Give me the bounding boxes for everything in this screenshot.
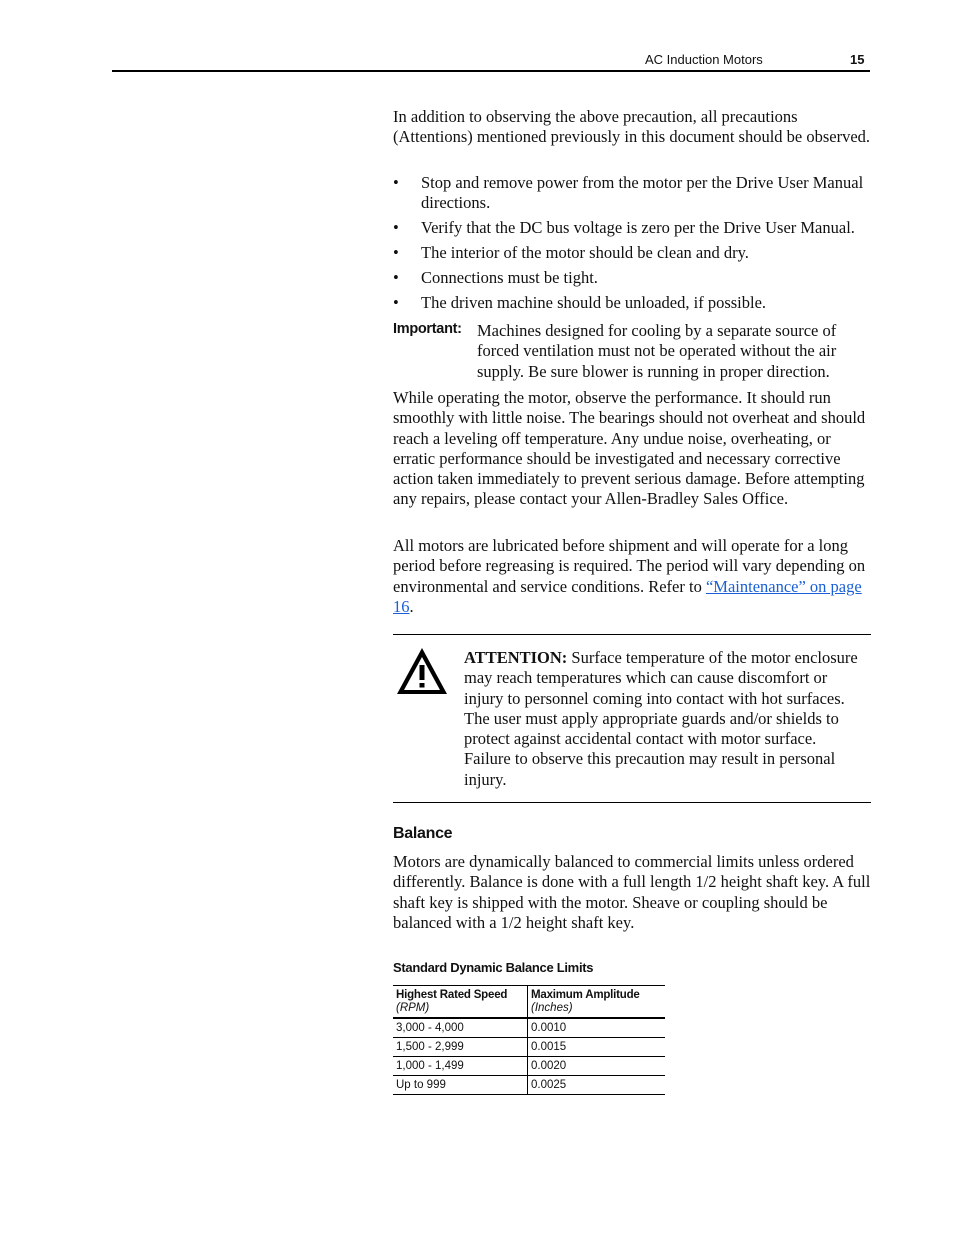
amplitude-cell: 0.0010 [531, 1022, 567, 1034]
table-row [393, 1038, 665, 1057]
table-title: Standard Dynamic Balance Limits [393, 960, 594, 975]
list-item [393, 218, 871, 238]
precaution-list [393, 173, 871, 318]
balance-heading: Balance [393, 825, 453, 842]
warning-triangle-icon [395, 646, 449, 696]
bullet-icon: • [393, 173, 399, 192]
list-item-text: Stop and remove power from the motor per the Drive User Manual directions. [421, 173, 864, 213]
balance-paragraph: Motors are dynamically balanced to commercial limits unless ordered differently. Balance is done with a full length 1/2 height shaft key. A full shaft key is shipped with the motor. Sheave or coupling should be balanced with a 1/2 height shaft key. [393, 852, 871, 932]
list-item [393, 268, 871, 288]
list-item [393, 173, 871, 214]
speed-cell: Up to 999 [393, 1076, 528, 1095]
header-speed-unit: (RPM) [396, 1002, 430, 1014]
bullet-icon: • [393, 243, 399, 263]
bullet-icon: • [393, 218, 399, 238]
attention-label: ATTENTION: [464, 648, 568, 667]
lubrication-text-end: . [409, 596, 414, 616]
operating-paragraph: While operating the motor, observe the performance. It should run smoothly with little noise. The bearings should not overheat and should reach a leveling off temperature. Any undue noise, overheating, or erratic performance should be investigated and necessary corrective action taken immediately to prevent serious damage. Before attempting any repairs, please contact your Allen-Bradley Sales Office. [393, 388, 866, 509]
important-label: Important: [393, 321, 462, 337]
amplitude-cell: 0.0020 [531, 1060, 567, 1072]
lubrication-paragraph [393, 536, 871, 617]
header-amplitude-label: Maximum Amplitude [531, 989, 640, 1001]
amplitude-cell: 0.0025 [531, 1079, 567, 1091]
attention-bottom-rule [393, 802, 871, 803]
lubrication-text: All motors are lubricated before shipment and will operate for a long period before regreasing is required. The period will vary depending on environmental and service conditions. Refer to [393, 536, 866, 596]
list-item [393, 243, 871, 263]
table-header-row [393, 986, 665, 1019]
bullet-icon: • [393, 268, 399, 288]
list-item-text: The driven machine should be unloaded, if possible. [421, 293, 767, 313]
table-row [393, 1057, 665, 1076]
table-row [393, 1018, 665, 1038]
amplitude-cell: 0.0015 [531, 1041, 567, 1053]
attention-text: Surface temperature of the motor enclosure may reach temperatures which can cause discomfort or injury to personnel coming into contact with hot surfaces. The user must apply appropriate guards and/or shields to protect against accidental contact with motor surface. Failure to observe this precaution may result in personal injury. [464, 648, 858, 789]
bullet-icon: • [393, 293, 399, 313]
header-rule [112, 70, 870, 72]
header-speed-label: Highest Rated Speed [396, 989, 508, 1001]
attention-message [464, 648, 864, 790]
table-row [393, 1076, 665, 1095]
header-cell-amplitude [528, 986, 666, 1019]
intro-paragraph: In addition to observing the above precaution, all precautions (Attentions) mentioned previously in this document should be observed. [393, 107, 871, 147]
speed-cell: 1,500 - 2,999 [393, 1038, 528, 1057]
balance-limits-table [393, 985, 665, 1095]
list-item [393, 293, 871, 313]
list-item-text: Connections must be tight. [421, 268, 598, 288]
attention-top-rule [393, 634, 871, 635]
list-item-text: The interior of the motor should be clean and dry. [421, 243, 749, 263]
running-header-title: AC Induction Motors [645, 52, 763, 67]
speed-cell: 3,000 - 4,000 [393, 1018, 528, 1038]
header-cell-speed [393, 986, 528, 1019]
header-amplitude-unit: (Inches) [531, 1002, 573, 1014]
important-note [393, 321, 871, 382]
list-item-text: Verify that the DC bus voltage is zero per the Drive User Manual. [421, 218, 855, 238]
speed-cell: 1,000 - 1,499 [393, 1057, 528, 1076]
maintenance-link[interactable]: “Maintenance” on page 16 [393, 576, 862, 616]
important-text: Machines designed for cooling by a separate source of forced ventilation must not be operated without the air supply. Be sure blower is running in proper direction. [477, 321, 837, 381]
page-number: 15 [850, 52, 865, 67]
